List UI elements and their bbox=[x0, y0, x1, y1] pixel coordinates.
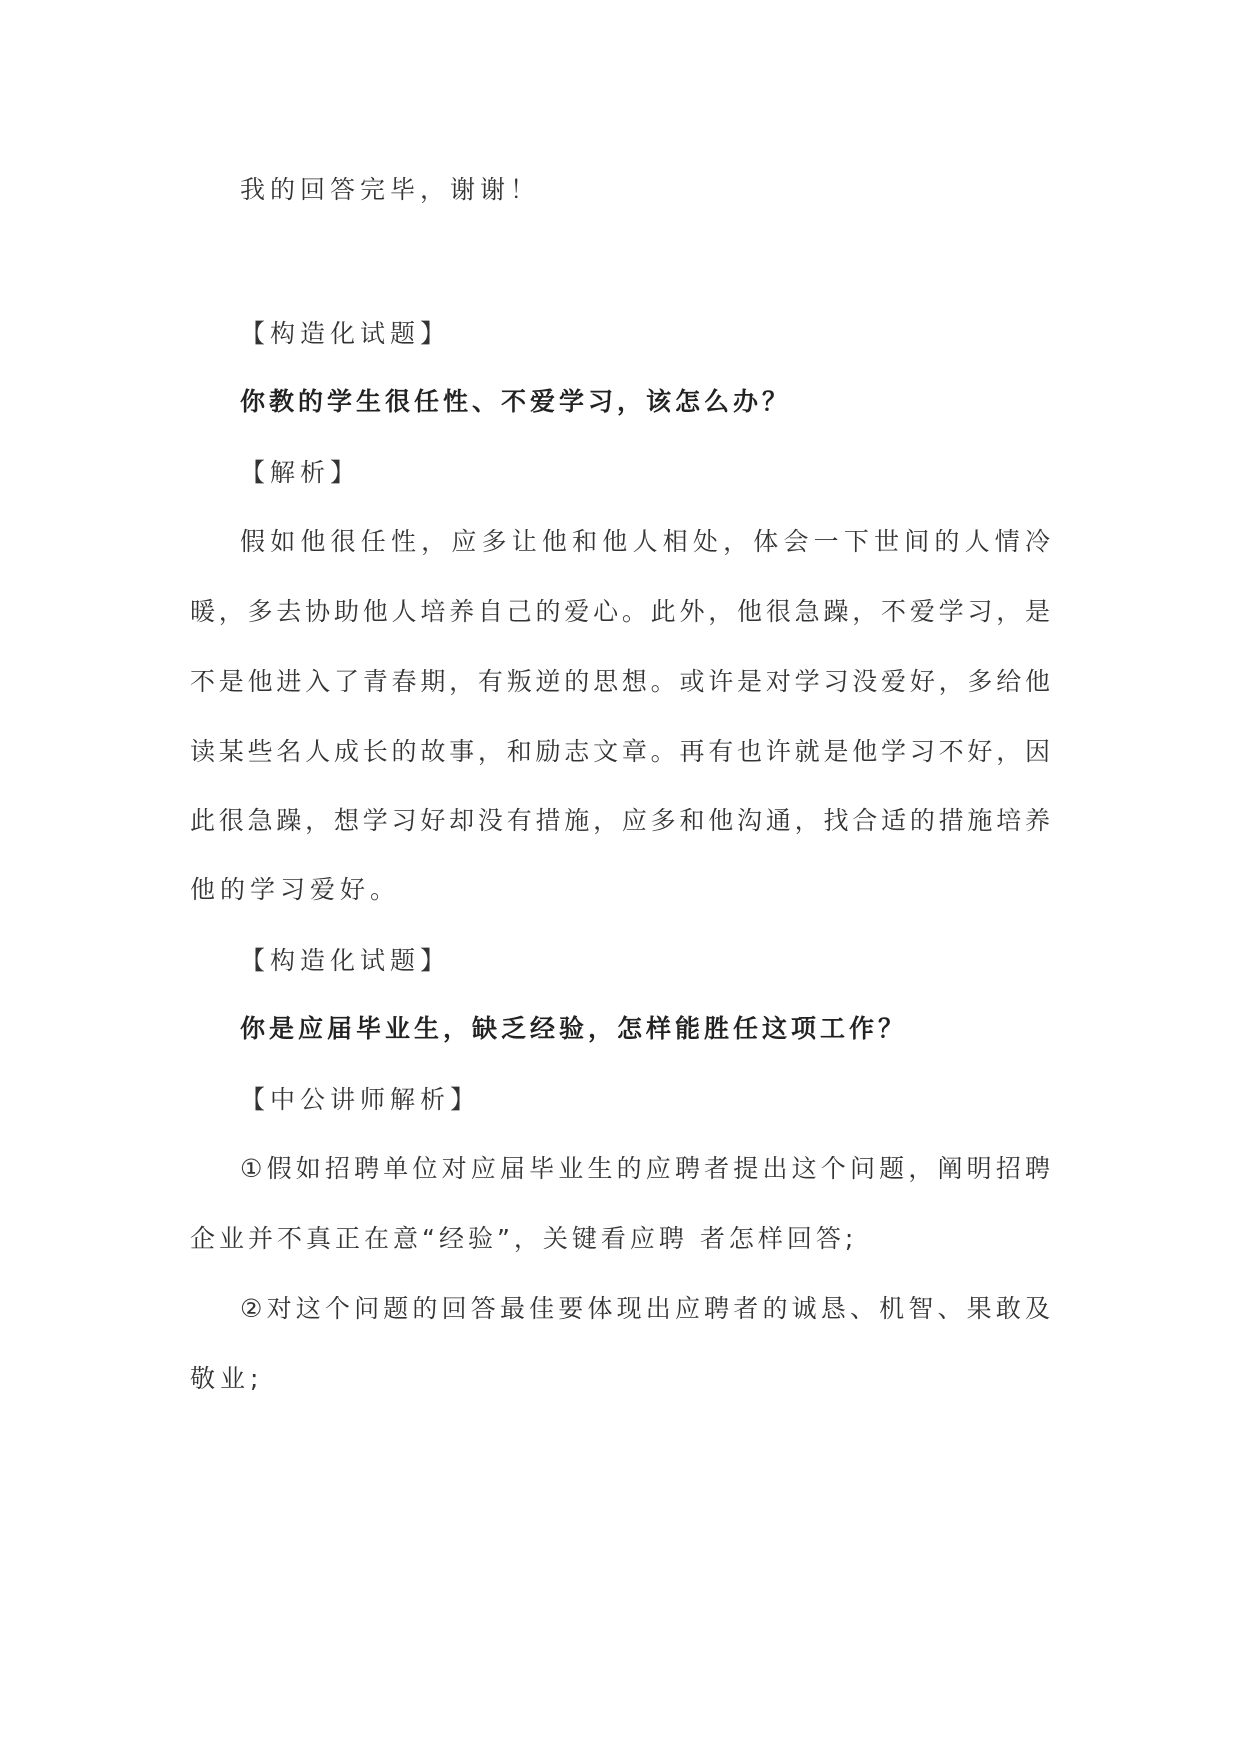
analysis-tag: 【中公讲师解析】 bbox=[240, 1085, 481, 1114]
point-line: ①假如招聘单位对应届毕业生的应聘者提出这个问题，阐明招聘 bbox=[240, 1154, 1050, 1183]
paragraph-line: 此很急躁，想学习好却没有措施，应多和他沟通，找合适的措施培养 bbox=[190, 806, 1050, 835]
section-tag: 【构造化试题】 bbox=[240, 946, 451, 975]
closing-text: 我的回答完毕，谢谢！ bbox=[240, 175, 541, 204]
analysis-tag: 【解析】 bbox=[240, 458, 361, 487]
paragraph-line: 他的学习爱好。 bbox=[190, 875, 401, 904]
point-line: ②对这个问题的回答最佳要体现出应聘者的诚恳、机智、果敢及 bbox=[240, 1294, 1050, 1323]
paragraph-line: 读某些名人成长的故事，和励志文章。再有也许就是他学习不好，因 bbox=[190, 737, 1050, 766]
paragraph-line: 暖，多去协助他人培养自己的爱心。此外，他很急躁，不爱学习，是 bbox=[190, 597, 1050, 626]
paragraph-line: 假如他很任性，应多让他和他人相处，体会一下世间的人情冷 bbox=[240, 527, 1050, 556]
paragraph-line: 不是他进入了青春期，有叛逆的思想。或许是对学习没爱好，多给他 bbox=[190, 667, 1050, 696]
point-line: 企业并不真正在意“经验”，关键看应聘 者怎样回答; bbox=[190, 1224, 858, 1253]
point-line: 敬业; bbox=[190, 1364, 264, 1393]
question-heading: 你教的学生很任性、不爱学习，该怎么办？ bbox=[240, 387, 792, 416]
section-tag: 【构造化试题】 bbox=[240, 319, 451, 348]
question-heading: 你是应届毕业生，缺乏经验，怎样能胜任这项工作？ bbox=[240, 1014, 908, 1043]
